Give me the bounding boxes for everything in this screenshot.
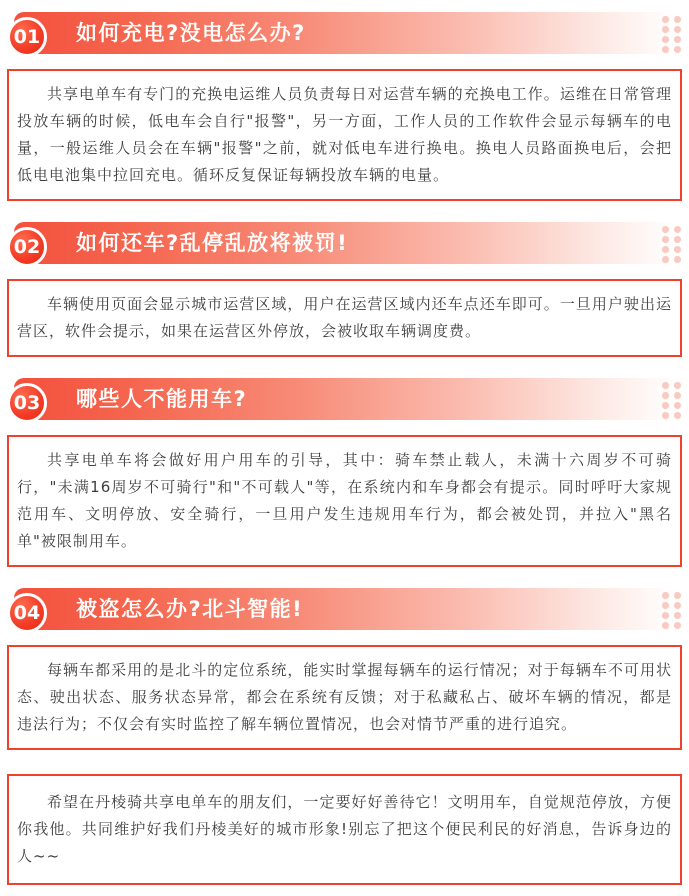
- dots-decoration-icon: [662, 226, 681, 264]
- closing-text: 希望在丹棱骑共享电单车的朋友们，一定要好好善待它！文明用车，自觉规范停放，方便你我他。共同维护好我们丹棱美好的城市形象!别忘了把这个便民利民的好消息，告诉身边的人~~: [17, 793, 672, 865]
- section-theft: [7, 588, 682, 750]
- section-body-text: 共享电单车将会做好用户用车的引导，其中：骑车禁止载人，未满十六周岁不可骑行，"未满16周岁不可骑行"和"不可载人"等，在系统内和车身都会有提示。同时呼吁大家规范用车、文明停放、安全骑行，一旦用户发生违规用车行为，都会被处罚，并拉入"黑名单"被限制用车。: [17, 451, 672, 550]
- header-gradient-bar: [14, 588, 682, 630]
- section-number: 03: [13, 392, 41, 414]
- section-number-badge: [7, 383, 47, 423]
- section-title: 被盗怎么办?北斗智能!: [76, 597, 304, 621]
- section-title: 如何充电?没电怎么办?: [76, 21, 306, 45]
- section-title: 哪些人不能用车?: [76, 387, 248, 411]
- header-gradient-bar: [14, 378, 682, 420]
- section-header: [7, 588, 682, 635]
- section-header: [7, 12, 682, 59]
- closing-box: [7, 774, 682, 885]
- section-body-text: 共享电单车有专门的充换电运维人员负责每日对运营车辆的充换电工作。运维在日常管理投放车辆的时候，低电车会自行"报警"，另一方面，工作人员的工作软件会显示每辆车的电量，一般运维人员会在车辆"报警"之前，就对低电车进行换电。换电人员路面换电后，会把低电电池集中拉回充电。循环反复保证每辆投放车辆的电量。: [17, 85, 672, 184]
- section-charging: [7, 12, 682, 201]
- section-body-text: 车辆使用页面会显示城市运营区域，用户在运营区域内还车点还车即可。一旦用户驶出运营区，软件会提示，如果在运营区外停放，会被收取车辆调度费。: [17, 295, 672, 340]
- section-header: [7, 378, 682, 425]
- section-number: 01: [13, 26, 41, 48]
- header-gradient-bar: [14, 12, 682, 54]
- section-body-box: [7, 645, 682, 750]
- section-body-box: [7, 69, 682, 201]
- section-body-box: [7, 435, 682, 567]
- section-restrictions: [7, 378, 682, 567]
- header-gradient-bar: [14, 222, 682, 264]
- section-body-box: [7, 279, 682, 357]
- section-number-badge: [7, 17, 47, 57]
- section-returning: [7, 222, 682, 357]
- section-number: 04: [13, 602, 41, 624]
- section-header: [7, 222, 682, 269]
- section-body-text: 每辆车都采用的是北斗的定位系统，能实时掌握每辆车的运行情况；对于每辆车不可用状态、驶出状态、服务状态异常，都会在系统有反馈；对于私藏私占、破坏车辆的情况，都是违法行为；不仅会有实时监控了解车辆位置情况，也会对情节严重的进行追究。: [17, 661, 672, 733]
- section-number: 02: [13, 236, 41, 258]
- section-number-badge: [7, 593, 47, 633]
- dots-decoration-icon: [662, 16, 681, 54]
- section-title: 如何还车?乱停乱放将被罚!: [76, 231, 349, 255]
- dots-decoration-icon: [662, 382, 681, 420]
- dots-decoration-icon: [662, 592, 681, 630]
- section-number-badge: [7, 227, 47, 267]
